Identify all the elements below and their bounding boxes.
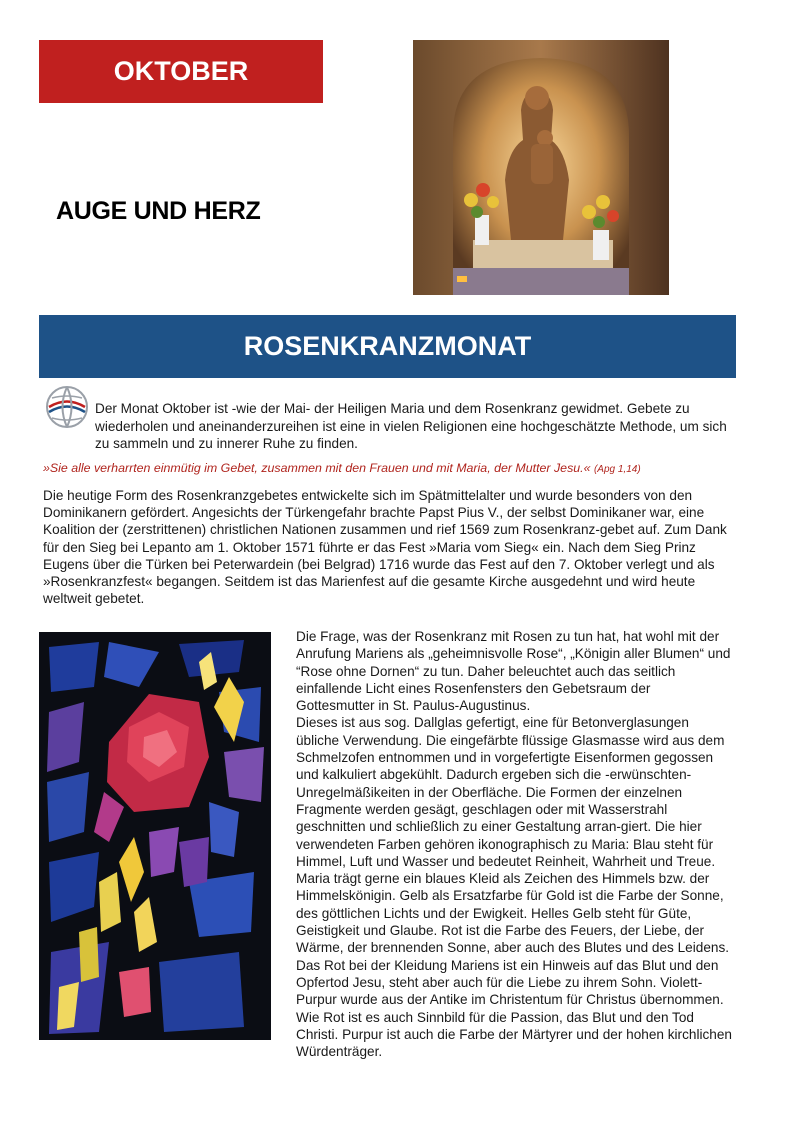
window-paragraph-2: Dieses ist aus sog. Dallglas gefertigt, eine für Betonverglasungen übliche Verwendung. Die eingefärbte flüssige Glasmasse wird aus dem Schmelzofen entnommen und in vorgefertigte Eisenformen gegossen und kalkuliert abgekühlt. Dadurch ergeben sich die -erwünschten- Unregelmäßikeiten in der Oberfläche. Die Formen der einzelnen Fragmente werden gesägt, geschlagen oder mit Wasserstrahl geschnitten und schließlich zu einer Gestaltung arran-giert. Die hier verwendeten Farben gehören ikonographisch zu Maria: Blau steht für Himmel, Luft und Wasser und bedeutet Reinheit, Wahrheit und Treue. Maria trägt gerne ein blaues Kleid als Zeichen des Himmels bzw. der Himmelskönigin. Gelb als Ersatzfarbe für Gold ist die Farbe der Sonne, des göttlichen Lichts und der Ewigkeit. Helles Gelb steht für Güte, Geistigkeit und Glaube. Rot ist die Farbe des Feuers, der Liebe, der Wärme, der brennenden Sonne, aber auch des Blutes und des Leidens. Das Rot bei der Kleidung Mariens ist ein Hinweis auf das Blut und den Opfertod Jesu, steht aber auch für die Liebe zu ihrem Sohn. Violett-Purpur wurde aus der Antike im Christentum für Christus übernommen. Wie Rot ist es auch Sinnbild für die Passion, das Blut und den Tod Christi. Purpur ist auch die Farbe der Märtyrer und der hohen kirchlichen Würdenträger. [296,715,732,1060]
stained-glass-photo [39,632,271,1040]
window-description [296,628,732,1060]
quote-reference: (Apg 1,14) [593,464,641,475]
history-paragraph [43,487,743,607]
section-banner: ROSENKRANZMONAT [39,315,736,378]
page-subtitle: AUGE UND HERZ [56,197,261,225]
intro-text: Der Monat Oktober ist -wie der Mai- der Heiligen Maria und dem Rosenkranz gewidmet. Gebete zu wiederholen und aneinanderzureihen ist eine in vielen Religionen eine hochgeschätzte Methode, um sich zu sammeln und zu innerer Ruhe zu finden. [95,401,727,452]
quote-text: »Sie alle verharrten einmütig im Gebet, zusammen mit den Frauen und mit Maria, der Mutter Jesu.« [43,461,591,475]
bible-quote [43,461,743,475]
window-paragraph-1: Die Frage, was der Rosenkranz mit Rosen zu tun hat, hat wohl mit der Anrufung Mariens als „geheimnisvolle Rose“, „Königin aller Blumen“ und “Rose ohne Dornen“ zu tun. Daher beleuchtet auch das seitlich einfallende Licht eines Rosenfensters den Gebetsraum der Gottesmutter in St. Paulus-Augustinus. [296,629,731,714]
history-text: Die heutige Form des Rosenkranzgebetes entwickelte sich im Spätmittelalter und wurde besonders von den Dominikanern gefördert. Angesichts der Türkengefahr brachte Papst Pius V., der selbst Dominikaner war, eine Koalition der (zerstrittenen) christlichen Nationen zusammen und rief 1569 zum Rosenkranz-gebet auf. Zum Dank für den Sieg bei Lepanto am 1. Oktober 1571 führte er das Fest »Maria vom Sieg« ein. Nach dem Sieg Prinz Eugens über die Türken bei Peterwardein (bei Belgrad) 1716 wurde das Fest auf den 7. Oktober verlegt und als »Rosenkranzfest« begangen. Seitdem ist das Marienfest auf die gesamte Kirche ausgedehnt und wird heute weltweit gebetet. [43,488,727,607]
globe-logo-icon [44,384,90,430]
madonna-photo [413,40,669,295]
month-title: OKTOBER [39,40,323,103]
